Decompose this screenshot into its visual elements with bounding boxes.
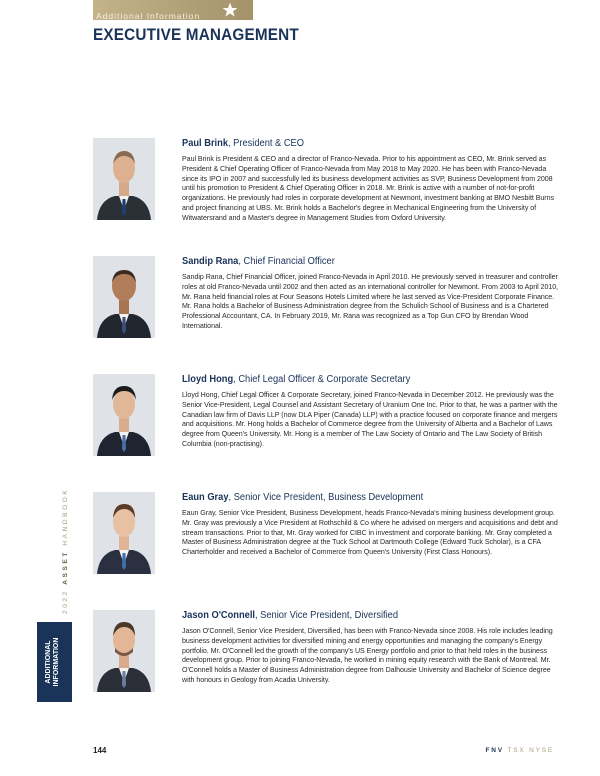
section-tab-label [45, 638, 61, 687]
footer-brand [486, 747, 554, 754]
executive-title: , Chief Legal Officer & Corporate Secretary [233, 374, 411, 385]
executive-bio: Jason O'Connell, Senior Vice President, Diversified, has been with Franco-Nevada since 2008. His role includes leading business development activities for diversified mining and energy opportunities and managing the company's Energy portfolio. Mr. O'Connell led the growth of the company's US Energy portfolio and prior to that held roles in the business development group. Prior to joining Franco-Nevada, he worked in mining equity research with the Bank of Montreal. Mr. O'Connell holds a Master of Business Administration degree from Dalhousie University and Bachelor of Science degree with honours in Geology from Acadia University. [182, 627, 553, 684]
executive-title: , President & CEO [228, 138, 304, 149]
executive-name [182, 374, 410, 385]
portrait-photo [93, 256, 155, 338]
executive-bio: Paul Brink is President & CEO and a director of Franco-Nevada. Prior to his appointment as CEO, Mr. Brink served as President & Chief Operating Officer of Franco-Nevada from May 2018 to May 2020. He has been with Franco-Nevada since its IPO in 2007 and successfully led its business development activities as SVP, Business Development from 2008 until his promotion to President & Chief Operating Officer in 2018. Mr. Brink is active with a number of not-for-profit organizations. He previously had roles in corporate development at Newmont, investment banking at BMO Nesbitt Burns and project financing at UBS. Mr. Brink holds a Bachelor's degree in Mechanical Engineering from the University of Witwatersrand and a Master's degree in Management Studies from Oxford University. [182, 155, 554, 222]
executive-name-text: Jason O'Connell [182, 610, 256, 621]
footer-brand-fnv: FNV [485, 747, 504, 754]
sidebar-word-asset: ASSET [62, 550, 69, 585]
executive-name [182, 138, 304, 149]
executive-name-text: Paul Brink [182, 138, 229, 149]
executive-name [182, 610, 398, 621]
section-tab-line1: ADDITIONAL [45, 640, 52, 684]
sidebar-year: 2022 [62, 589, 69, 614]
executive-name [182, 492, 423, 503]
executive-title: , Senior Vice President, Business Development [228, 492, 424, 503]
executive-name-text: Eaun Gray [182, 492, 229, 503]
page-title: EXECUTIVE MANAGEMENT [93, 25, 299, 44]
portrait-photo [93, 492, 155, 574]
executive-name [182, 256, 335, 267]
portrait-photo [93, 138, 155, 220]
section-tab-line2: INFORMATION [53, 637, 60, 687]
portrait-photo [93, 610, 155, 692]
star-icon [222, 2, 238, 18]
sidebar-word-handbook: HANDBOOK [62, 487, 69, 546]
footer-exchanges: TSX NYSE [507, 747, 554, 754]
sidebar-handbook-label [62, 488, 69, 614]
executive-bio: Eaun Gray, Senior Vice President, Business Development, heads Franco-Nevada's mining business development group. Mr. Gray was previously a Vice President at Rothschild & Co where he advised on mergers and acquisitions and debt and stream transactions. Prior to that, Mr. Gray worked for CIBC in investment and corporate banking. Mr. Gray completed a Master of Business Administration degree at the Tuck School at Dartmouth College (Edward Tuck Scholar), is a CFA Charterholder and received a Bachelor of Commerce from Queen's University (First Class Honours). [182, 509, 558, 557]
section-tab[interactable] [37, 622, 72, 702]
page-number: 144 [93, 746, 107, 755]
portrait-photo [93, 374, 155, 456]
executive-title: , Chief Financial Officer [238, 256, 335, 267]
executive-name-text: Lloyd Hong [182, 374, 234, 385]
executive-bio: Sandip Rana, Chief Financial Officer, joined Franco-Nevada in April 2010. He previously served in treasurer and controller roles at old Franco-Nevada until 2002 and then acted as an international controller for Newmont. From 2003 to April 2010, Mr. Rana held financial roles at Four Seasons Hotels Limited where he last served as Vice-President Corporate Finance. Mr. Rana holds a Bachelor of Business Administration degree from the Schulich School of Business and is a Chartered Professional Accountant, CA. In February 2019, Mr. Rana was recognized as a Top Gun CFO by Brendan Wood International. [182, 273, 559, 330]
section-label: Additional Information [96, 11, 201, 21]
executive-name-text: Sandip Rana [182, 256, 239, 267]
executive-bio: Lloyd Hong, Chief Legal Officer & Corporate Secretary, joined Franco-Nevada in December 2012. He previously was the Senior Vice-President, Legal Counsel and Assistant Secretary of Uranium One Inc. Prior to that, he was a partner with the Canadian law firm of Davis LLP (now DLA Piper (Canada) LLP) with a practice focused on corporate finance and mergers and acquisitions. Mr. Hong holds a Bachelor of Commerce degree from the University of Alberta and a Bachelor of Laws degree from Queen's University. Mr. Hong is a member of The Law Society of Ontario and The Law Society of British Columbia (non-practising). [182, 391, 558, 448]
executive-title: , Senior Vice President, Diversified [255, 610, 399, 621]
